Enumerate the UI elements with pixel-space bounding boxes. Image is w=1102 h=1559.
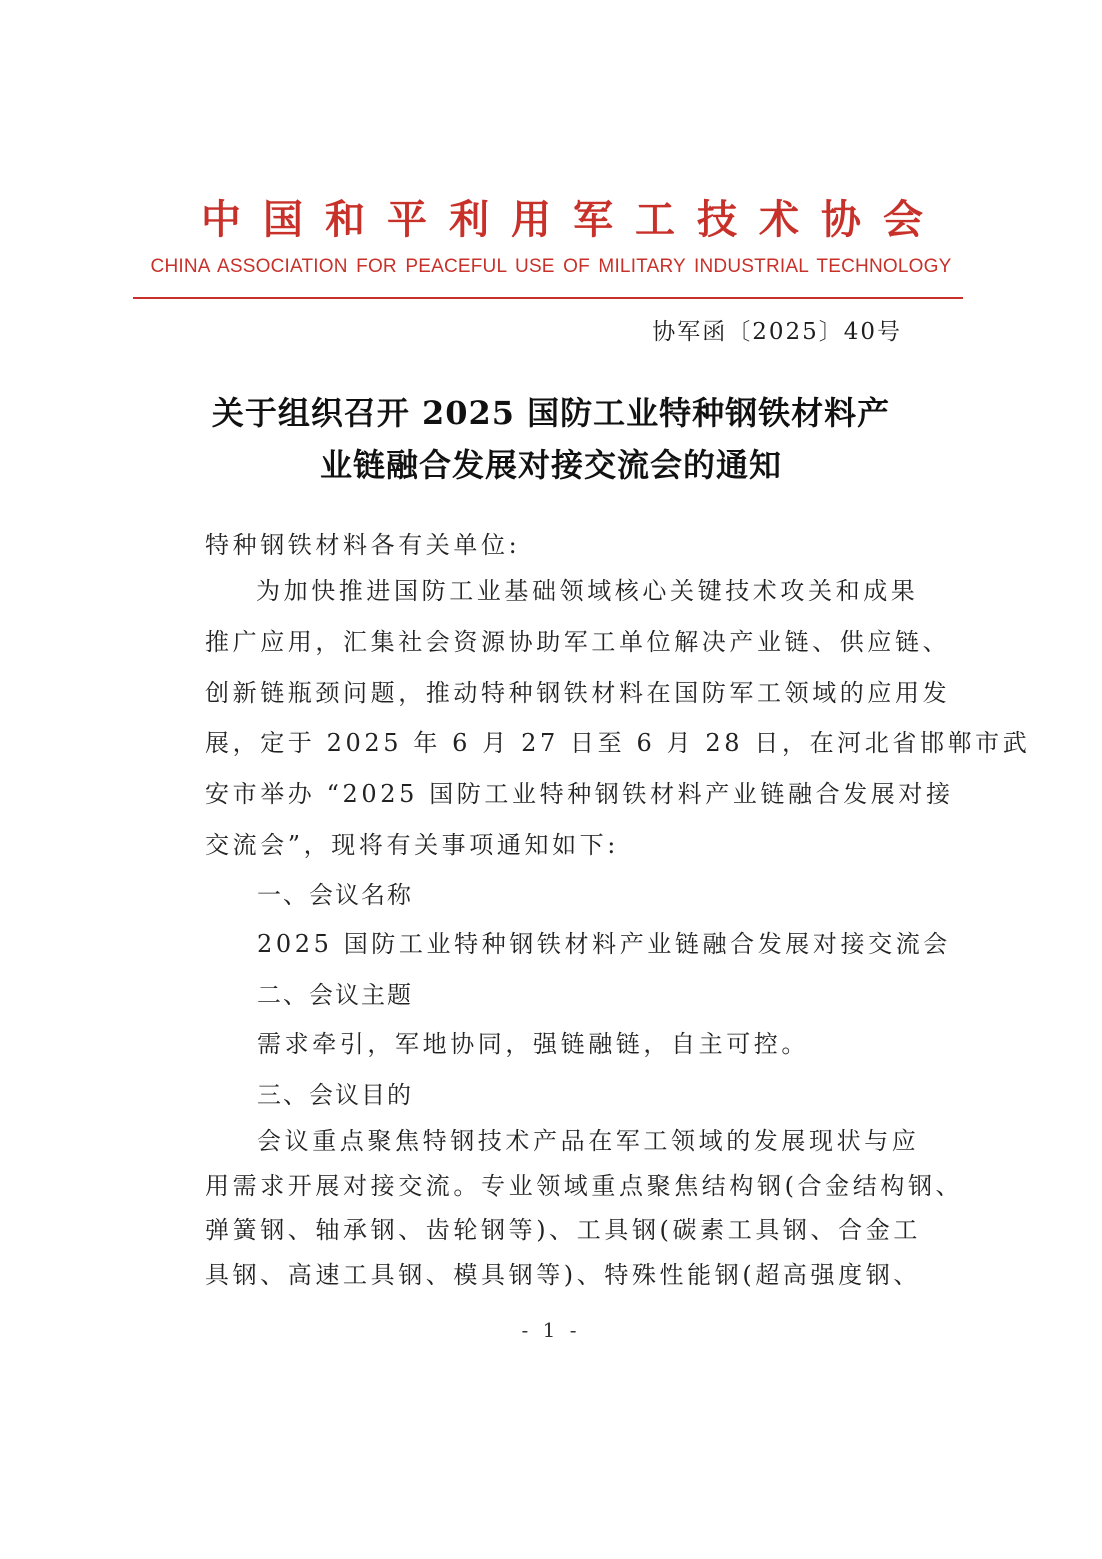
section-line: 用需求开展对接交流。专业领域重点聚焦结构钢(合金结构钢、 <box>205 1172 964 1200</box>
page-number: - 1 - <box>521 1318 581 1342</box>
section-line: 需求牵引，军地协同，强链融链，自主可控。 <box>257 1030 809 1058</box>
document-title-line-1: 关于组织召开 2025 国防工业特种钢铁材料产 <box>211 394 891 432</box>
intro-line: 展，定于 2025 年 6 月 27 日至 6 月 28 日，在河北省邯郸市武 <box>205 729 1031 757</box>
section-line: 具钢、高速工具钢、模具钢等)、特殊性能钢(超高强度钢、 <box>205 1261 921 1289</box>
section-heading-meeting-theme: 二、会议主题 <box>257 981 413 1009</box>
section-line: 弹簧钢、轴承钢、齿轮钢等)、工具钢(碳素工具钢、合金工 <box>205 1216 921 1244</box>
section-heading-meeting-purpose: 三、会议目的 <box>257 1081 413 1109</box>
intro-line: 交流会”，现将有关事项通知如下: <box>205 831 619 859</box>
section-heading-meeting-name: 一、会议名称 <box>257 881 413 909</box>
organization-name-chinese: 中国和平利用军工技术协会 <box>201 196 945 243</box>
document-title-line-2: 业链融合发展对接交流会的通知 <box>319 446 782 484</box>
organization-name-english: CHINA ASSOCIATION FOR PEACEFUL USE OF MILITARY INDUSTRIAL TECHNOLOGY <box>150 256 952 277</box>
intro-line: 创新链瓶颈问题，推动特种钢铁材料在国防军工领域的应用发 <box>205 679 951 707</box>
intro-line: 推广应用，汇集社会资源协助军工单位解决产业链、供应链、 <box>205 628 951 656</box>
intro-line: 为加快推进国防工业基础领域核心关键技术攻关和成果 <box>256 577 919 605</box>
intro-line: 安市举办 “2025 国防工业特种钢铁材料产业链融合发展对接 <box>205 780 954 808</box>
section-line: 2025 国防工业特种钢铁材料产业链融合发展对接交流会 <box>257 930 951 958</box>
section-line: 会议重点聚焦特钢技术产品在军工领域的发展现状与应 <box>257 1127 920 1155</box>
salutation: 特种钢铁材料各有关单位: <box>205 531 521 559</box>
document-number: 协军函〔2025〕40号 <box>652 319 902 345</box>
header-divider <box>133 297 963 299</box>
